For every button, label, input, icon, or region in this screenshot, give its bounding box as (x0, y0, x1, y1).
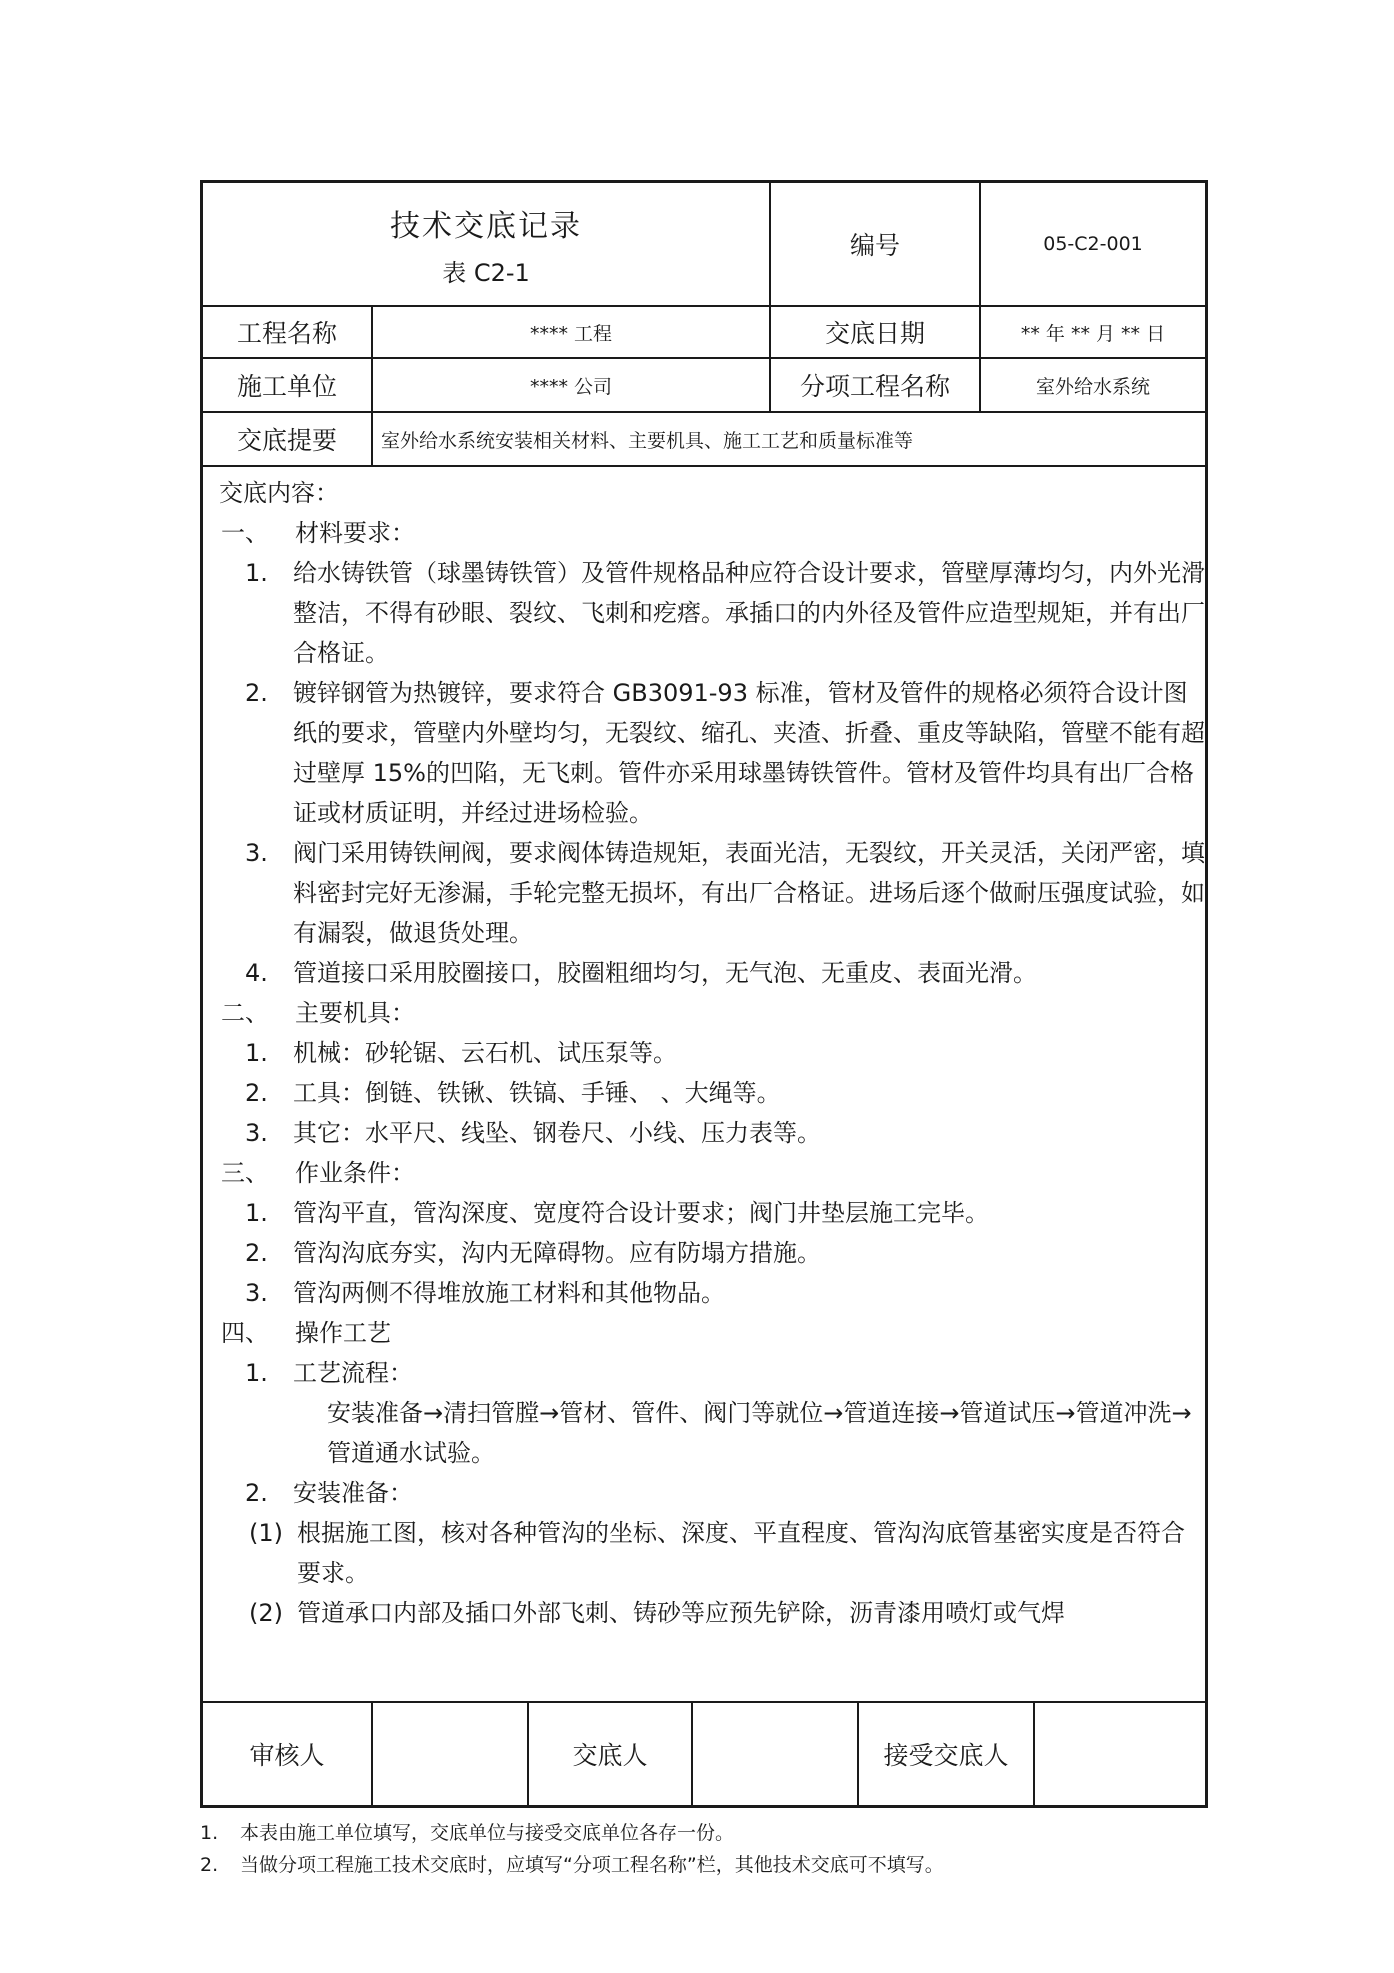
unit-label: 施工单位 (236, 372, 337, 401)
project-label: 工程名称 (236, 319, 337, 348)
disclosure-form (200, 180, 1208, 1808)
list-item: 1. 给水铸铁管（球墨铸铁管）及管件规格品种应符合设计要求，管壁厚薄均匀，内外光滑整洁，不得有砂眼、裂纹、飞刺和疙瘩。承插口的内外径及管件应造型规矩，并有出厂合格证。 (245, 559, 1205, 667)
sub-item: (2) 管道承口内部及插口外部飞刺、铸砂等应预先铲除，沥青漆用喷灯或气焊 (249, 1599, 1065, 1627)
process-flow: 安装准备→清扫管膛→管材、管件、阀门等就位→管道连接→管道试压→管道冲洗→管道通水试验。 (327, 1399, 1192, 1467)
date-value: ** 年 ** 月 ** 日 (1020, 322, 1166, 345)
sub-item: (1) 根据施工图，核对各种管沟的坐标、深度、平直程度、管沟沟底管基密实度是否符合要求。 (249, 1519, 1185, 1587)
content-heading: 交底内容： (219, 479, 339, 507)
receiver-signature-field[interactable] (1035, 1703, 1205, 1805)
list-item: 3. 管沟两侧不得堆放施工材料和其他物品。 (245, 1279, 725, 1307)
list-item: 2. 工具：倒链、铁锹、铁镐、手锤、 、大绳等。 (245, 1079, 781, 1107)
subproject-label: 分项工程名称 (799, 372, 950, 401)
date-label: 交底日期 (824, 319, 925, 348)
reviewer-label: 审核人 (249, 1741, 325, 1770)
list-item: 3. 阀门采用铸铁闸阀，要求阀体铸造规矩，表面光洁，无裂纹，开关灵活，关闭严密，填料密封完好无渗漏，手轮完整无损坏，有出厂合格证。进场后逐个做耐压强度试验，如有漏裂，做退货处理。 (245, 839, 1205, 947)
list-item: 1. 管沟平直，管沟深度、宽度符合设计要求；阀门井垫层施工完毕。 (245, 1199, 989, 1227)
footnote: 2. 当做分项工程施工技术交底时，应填写“分项工程名称”栏，其他技术交底可不填写。 (200, 1854, 944, 1876)
summary-value: 室外给水系统安装相关材料、主要机具、施工工艺和质量标准等 (381, 429, 914, 452)
list-item: 1. 机械：砂轮锯、云石机、试压泵等。 (245, 1039, 677, 1067)
list-item: 4. 管道接口采用胶圈接口，胶圈粗细均匀，无气泡、无重皮、表面光滑。 (245, 959, 1037, 987)
reviewer-signature-field[interactable] (373, 1703, 527, 1805)
subproject-value: 室外给水系统 (1035, 375, 1150, 398)
section-heading: 一、 材料要求： (221, 519, 415, 547)
section-heading: 三、 作业条件： (221, 1159, 415, 1187)
unit-value: **** 公司 (529, 375, 613, 398)
form-title: 技术交底记录 (390, 208, 582, 244)
receiver-label: 接受交底人 (883, 1741, 1009, 1770)
list-item: 2. 安装准备： (245, 1479, 413, 1507)
section-heading: 四、 操作工艺 (221, 1319, 391, 1347)
discloser-signature-field[interactable] (693, 1703, 857, 1805)
list-item: 1. 工艺流程： (245, 1359, 413, 1387)
footnote: 1. 本表由施工单位填写，交底单位与接受交底单位各存一份。 (200, 1822, 735, 1844)
form-title-cell (203, 183, 769, 305)
code-value: 05-C2-001 (1043, 233, 1143, 255)
code-label: 编号 (849, 231, 900, 260)
list-item: 3. 其它：水平尺、线坠、钢卷尺、小线、压力表等。 (245, 1119, 821, 1147)
discloser-label: 交底人 (572, 1741, 648, 1770)
form-subtitle: 表 C2-1 (442, 258, 530, 287)
row-divider (203, 465, 1205, 467)
section-heading: 二、 主要机具： (221, 999, 415, 1027)
list-item: 2. 镀锌钢管为热镀锌，要求符合 GB3091-93 标准，管材及管件的规格必须符合设计图纸的要求，管壁内外壁均匀，无裂纹、缩孔、夹渣、折叠、重皮等缺陷，管壁不能有超过壁厚 15%的凹陷，无飞刺。管件亦采用球墨铸铁管件。管材及管件均具有出厂合格证或材质证明，并经过进场检验。 (245, 679, 1205, 827)
disclosure-content (215, 473, 1205, 1683)
summary-label: 交底提要 (236, 426, 337, 455)
list-item: 2. 管沟沟底夯实，沟内无障碍物。应有防塌方措施。 (245, 1239, 821, 1267)
project-value: **** 工程 (529, 322, 613, 345)
